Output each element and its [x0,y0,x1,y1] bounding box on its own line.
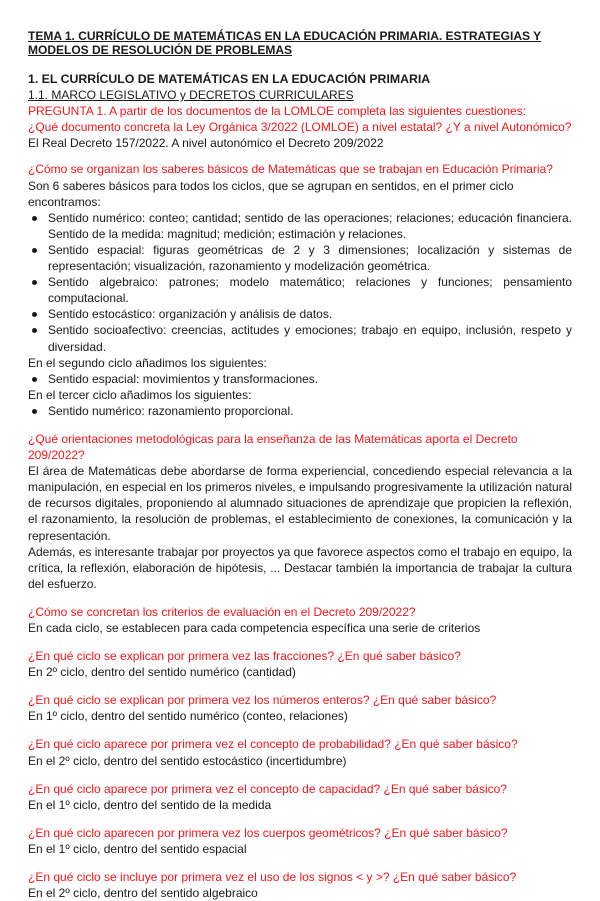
document-page [28,29,572,901]
question: ¿Cómo se organizan los saberes básicos de Matemáticas que se trabajan en Educación Primaria? [28,162,553,177]
question: ¿En qué ciclo aparece por primera vez el concepto de capacidad? ¿En qué saber básico? [28,781,507,796]
question: ¿En qué ciclo aparecen por primera vez los cuerpos geométricos? ¿En qué saber básico? [28,825,508,840]
second-cycle-intro: En el segundo ciclo añadimos los siguientes: [28,355,267,370]
first-cycle-list [28,210,572,355]
list-item: Sentido numérico: razonamiento proporcional. [28,403,572,419]
answer: El Real Decreto 157/2022. A nivel autonómico el Decreto 209/2022 [28,136,384,151]
answer: En el 1º ciclo, dentro del sentido espacial [28,841,247,856]
section-heading: 1. EL CURRÍCULO DE MATEMÁTICAS EN LA EDUCACIÓN PRIMARIA [28,72,431,86]
answer-paragraph: El área de Matemáticas debe abordarse de forma experiencial, concediendo especial relevancia a la manipulación, en especial en los primeros niveles, e impulsando progresivamente la utilización natural de recursos digitales, proponiendo al alumnado situaciones de aprendizaje que propicien la reflexión, el razonamiento, la resolución de problemas, el establecimiento de conexiones, la comunicación y la representación. [28,464,572,543]
list-item: Sentido espacial: movimientos y transformaciones. [28,371,572,387]
second-cycle-list [28,371,572,387]
list-item: Sentido socioafectivo: creencias, actitudes y emociones; trabajo en equipo, inclusión, respeto y diversidad. [28,322,572,354]
list-item: Sentido estocástico: organización y análisis de datos. [28,306,572,322]
answer: En 1º ciclo, dentro del sentido numérico (conteo, relaciones) [28,709,348,724]
answer: En 2º ciclo, dentro del sentido numérico (cantidad) [28,665,296,680]
question: ¿Qué orientaciones metodológicas para la enseñanza de las Matemáticas aporta el Decreto 209/2022? [28,431,518,463]
answer-paragraph: Además, es interesante trabajar por proyectos ya que favorece aspectos como el trabajo en equipo, la crítica, la reflexión, elaboración de hipótesis, ... Destacar también la importancia de trabajar la cultura del esfuerzo. [28,544,572,591]
question: ¿Qué documento concreta la Ley Orgánica 3/2022 (LOMLOE) a nivel estatal? ¿Y a nivel Autonómico? [28,120,572,135]
document-title: TEMA 1. CURRÍCULO DE MATEMÁTICAS EN LA EDUCACIÓN PRIMARIA. ESTRATEGIAS Y MODELOS DE RESOLUCIÓN DE PROBLEMAS [28,29,542,57]
question: ¿En qué ciclo se explican por primera vez las fracciones? ¿En qué saber básico? [28,649,461,664]
answer: En cada ciclo, se establecen para cada competencia específica una serie de criterios [28,621,481,635]
answer: En el 1º ciclo, dentro del sentido de la medida [28,797,272,812]
list-item: Sentido espacial: figuras geométricas de 2 y 3 dimensiones; localización y sistemas de representación; visualización, razonamiento y modelización geométrica. [28,242,572,274]
question: ¿En qué ciclo aparece por primera vez el concepto de probabilidad? ¿En qué saber básico? [28,737,518,752]
third-cycle-intro: En el tercer ciclo añadimos los siguientes: [28,387,252,402]
answer: En el 2º ciclo, dentro del sentido algebraico [28,886,258,901]
answer: En el 2º ciclo, dentro del sentido estocástico (incertidumbre) [28,753,347,768]
third-cycle-list [28,403,572,419]
list-item: Sentido numérico: conteo; cantidad; sentido de las operaciones; relaciones; educación financiera. Sentido de la medida: magnitud; medición; estimación y relaciones. [28,210,572,242]
answer-intro: Son 6 saberes básicos para todos los ciclos, que se agrupan en sentidos, en el primer ciclo encontramos: [28,178,514,209]
subsection-heading: 1.1. MARCO LEGISLATIVO y DECRETOS CURRICULARES [28,88,354,103]
question: ¿Cómo se concretan los criterios de evaluación en el Decreto 209/2022? [28,604,416,619]
question: ¿En qué ciclo se explican por primera vez los números enteros? ¿En qué saber básico? [28,693,497,708]
list-item: Sentido algebraico: patrones; modelo matemático; relaciones y funciones; pensamiento computacional. [28,274,572,306]
question: ¿En qué ciclo se incluye por primera vez el uso de los signos < y >? ¿En qué saber básico? [28,870,517,885]
pregunta-label: PREGUNTA 1. A partir de los documentos de la LOMLOE completa las siguientes cuestiones: [28,104,527,119]
